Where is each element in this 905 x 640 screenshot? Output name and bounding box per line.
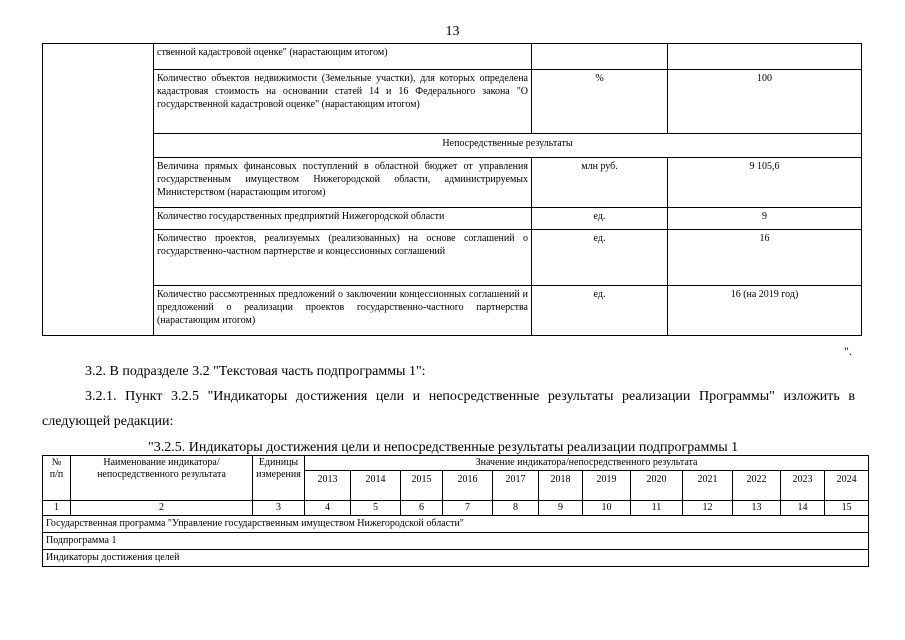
year-cell: 2018 — [539, 471, 583, 501]
indicator-value: 9 105,6 — [668, 158, 862, 208]
indicators-row: Индикаторы достижения целей — [43, 550, 869, 567]
column-number: 4 — [305, 501, 351, 516]
program-row: Государственная программа "Управление государственным имуществом Нижегородской области" — [43, 516, 869, 533]
column-number: 12 — [683, 501, 733, 516]
column-number: 3 — [253, 501, 305, 516]
column-number: 1 — [43, 501, 71, 516]
year-cell: 2024 — [825, 471, 869, 501]
indicator-name: Количество объектов недвижимости (Земельные участки), для которых определена кадастровая стоимость на основании статей 14 и 16 Федерального закона "О государственной кадастровой оценке" (нарастающим итогом) — [154, 70, 532, 134]
subprogram-row: Подпрограмма 1 — [43, 533, 869, 550]
indicator-name: ственной кадастровой оценке" (нарастающим итогом) — [154, 44, 532, 70]
table-row — [43, 516, 869, 533]
section-3-2-5-title: "3.2.5. Индикаторы достижения цели и непосредственные результаты реализации подпрограммы 1 — [148, 440, 739, 455]
header-values: Значение индикатора/непосредственного результата — [305, 456, 869, 471]
closing-quote: ". — [844, 344, 852, 358]
paragraph-3-2-1: 3.2.1. Пункт 3.2.5 "Индикаторы достижения цели и непосредственные результаты реализации Программы" изложить в — [85, 389, 855, 404]
header-number: № п/п — [43, 456, 71, 501]
header-name: Наименование индикатора/непосредственного результата — [71, 456, 253, 501]
column-number: 10 — [583, 501, 631, 516]
year-cell: 2017 — [493, 471, 539, 501]
header-row — [43, 456, 869, 471]
blank-left-cell — [43, 44, 154, 336]
indicator-name: Величина прямых финансовых поступлений в областной бюджет от управления государственным имуществом Нижегородской области, администрируемых Министерством (нарастающим итогом) — [154, 158, 532, 208]
indicator-unit: ед. — [532, 286, 668, 336]
column-number: 15 — [825, 501, 869, 516]
indicator-value: 9 — [668, 208, 862, 230]
column-number: 5 — [351, 501, 401, 516]
indicator-unit: ед. — [532, 230, 668, 286]
column-number: 6 — [401, 501, 443, 516]
column-numbers-row — [43, 501, 869, 516]
paragraph-3-2: 3.2. В подразделе 3.2 "Текстовая часть подпрограммы 1": — [85, 364, 426, 379]
table-row — [43, 44, 862, 70]
indicator-value: 16 (на 2019 год) — [668, 286, 862, 336]
table-row — [43, 533, 869, 550]
year-cell: 2021 — [683, 471, 733, 501]
indicator-name: Количество рассмотренных предложений о заключении концессионных соглашений и предложений о реализации проектов государственно-частного партнерства (нарастающим итогом) — [154, 286, 532, 336]
indicator-value: 16 — [668, 230, 862, 286]
column-number: 9 — [539, 501, 583, 516]
column-number: 7 — [443, 501, 493, 516]
indicator-unit: % — [532, 70, 668, 134]
section-heading: Непосредственные результаты — [154, 134, 862, 158]
page-number: 13 — [445, 24, 460, 39]
year-cell: 2015 — [401, 471, 443, 501]
indicator-name: Количество государственных предприятий Нижегородской области — [154, 208, 532, 230]
column-number: 11 — [631, 501, 683, 516]
indicator-unit: млн руб. — [532, 158, 668, 208]
year-cell: 2023 — [781, 471, 825, 501]
year-cell: 2020 — [631, 471, 683, 501]
table-row — [43, 550, 869, 567]
indicators-continuation-table — [42, 43, 862, 336]
column-number: 13 — [733, 501, 781, 516]
indicator-unit — [532, 44, 668, 70]
column-number: 2 — [71, 501, 253, 516]
year-cell: 2016 — [443, 471, 493, 501]
table-row — [43, 158, 862, 208]
section-row — [43, 134, 862, 158]
indicator-value: 100 — [668, 70, 862, 134]
year-cell: 2013 — [305, 471, 351, 501]
column-number: 14 — [781, 501, 825, 516]
table-row — [43, 230, 862, 286]
year-cell: 2022 — [733, 471, 781, 501]
table-row — [43, 208, 862, 230]
column-number: 8 — [493, 501, 539, 516]
table-row — [43, 286, 862, 336]
header-unit: Единицы измерения — [253, 456, 305, 501]
indicator-value — [668, 44, 862, 70]
year-cell: 2014 — [351, 471, 401, 501]
subprogram-indicators-table — [42, 455, 869, 567]
year-cell: 2019 — [583, 471, 631, 501]
indicator-name: Количество проектов, реализуемых (реализованных) на основе соглашений о государственно-частном партнерстве и концессионных соглашений — [154, 230, 532, 286]
paragraph-continuation: следующей редакции: — [42, 414, 174, 429]
table-row — [43, 70, 862, 134]
indicator-unit: ед. — [532, 208, 668, 230]
